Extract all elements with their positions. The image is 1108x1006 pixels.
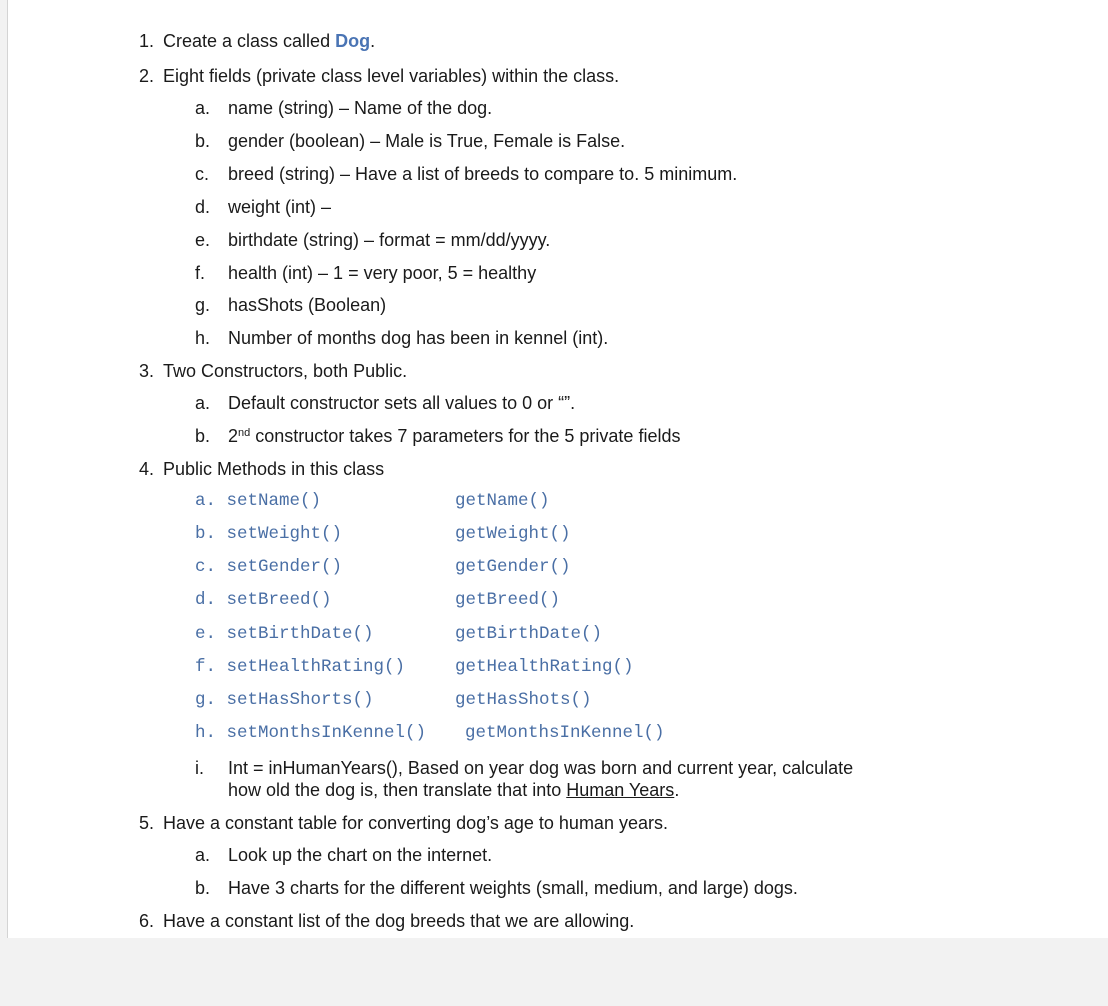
setter-method: b. setWeight() xyxy=(195,524,343,544)
human-years-link: Human Years xyxy=(566,780,675,800)
field-text: birthdate (string) – format = mm/dd/yyyy. xyxy=(228,230,551,250)
age-table-text: Look up the chart on the internet. xyxy=(228,845,493,865)
constructor-text: Default constructor sets all values to 0 or “”. xyxy=(228,393,576,413)
item-text: Have a constant list of the dog breeds that we are allowing. xyxy=(163,911,635,931)
getter-method: getHasShots() xyxy=(455,690,592,710)
field-text: hasShots (Boolean) xyxy=(228,295,387,315)
field-label: c. xyxy=(195,164,210,184)
constructor-label: a. xyxy=(195,393,211,413)
getter-method: getMonthsInKennel() xyxy=(465,723,665,743)
item-number: 6. xyxy=(138,911,154,931)
field-label: h. xyxy=(195,328,211,348)
age-table-label: b. xyxy=(195,878,211,898)
human-years-label: i. xyxy=(195,758,204,778)
field-label: e. xyxy=(195,230,211,250)
age-table-label: a. xyxy=(195,845,211,865)
age-table-text: Have 3 charts for the different weights (small, medium, and large) dogs. xyxy=(228,878,798,898)
field-label: d. xyxy=(195,197,211,217)
field-text: name (string) – Name of the dog. xyxy=(228,98,493,118)
item-number: 3. xyxy=(138,361,154,381)
getter-method: getBirthDate() xyxy=(455,624,603,644)
getter-method: getBreed() xyxy=(455,590,561,610)
getter-method: getName() xyxy=(455,491,550,511)
human-years-text: Int = inHumanYears(), Based on year dog was born and current year, calculate xyxy=(228,758,854,778)
setter-method: g. setHasShorts() xyxy=(195,690,374,710)
field-text: weight (int) – xyxy=(228,197,332,217)
item-number: 2. xyxy=(138,66,154,86)
setter-method: a. setName() xyxy=(195,491,322,511)
class-name-dog: Dog xyxy=(335,31,371,51)
item-text: Create a class called xyxy=(163,31,336,51)
setter-method: c. setGender() xyxy=(195,557,343,577)
field-label: b. xyxy=(195,131,211,151)
item-text: Have a constant table for converting dog’s age to human years. xyxy=(163,813,668,833)
item-text: Eight fields (private class level variables) within the class. xyxy=(163,66,620,86)
superscript: nd xyxy=(238,427,251,439)
item-number: 5. xyxy=(138,813,154,833)
getter-method: getWeight() xyxy=(455,524,571,544)
field-text: breed (string) – Have a list of breeds to compare to. 5 minimum. xyxy=(228,164,738,184)
setter-method: d. setBreed() xyxy=(195,590,332,610)
field-text: health (int) – 1 = very poor, 5 = healthy xyxy=(228,263,537,283)
item-text: Two Constructors, both Public. xyxy=(163,361,408,381)
field-text: Number of months dog has been in kennel (int). xyxy=(228,328,609,348)
setter-method: h. setMonthsInKennel() xyxy=(195,723,427,743)
setter-method: f. setHealthRating() xyxy=(195,657,406,677)
getter-method: getHealthRating() xyxy=(455,657,634,677)
setter-method: e. setBirthDate() xyxy=(195,624,374,644)
item-text: Public Methods in this class xyxy=(163,459,385,479)
field-label: g. xyxy=(195,295,211,315)
item-number: 1. xyxy=(138,31,154,51)
item-number: 4. xyxy=(138,459,154,479)
constructor-label: b. xyxy=(195,426,211,446)
field-text: gender (boolean) – Male is True, Female is False. xyxy=(228,131,626,151)
field-label: a. xyxy=(195,98,211,118)
constructor-text: 2 xyxy=(228,426,239,446)
field-label: f. xyxy=(195,263,206,283)
getter-method: getGender() xyxy=(455,557,571,577)
